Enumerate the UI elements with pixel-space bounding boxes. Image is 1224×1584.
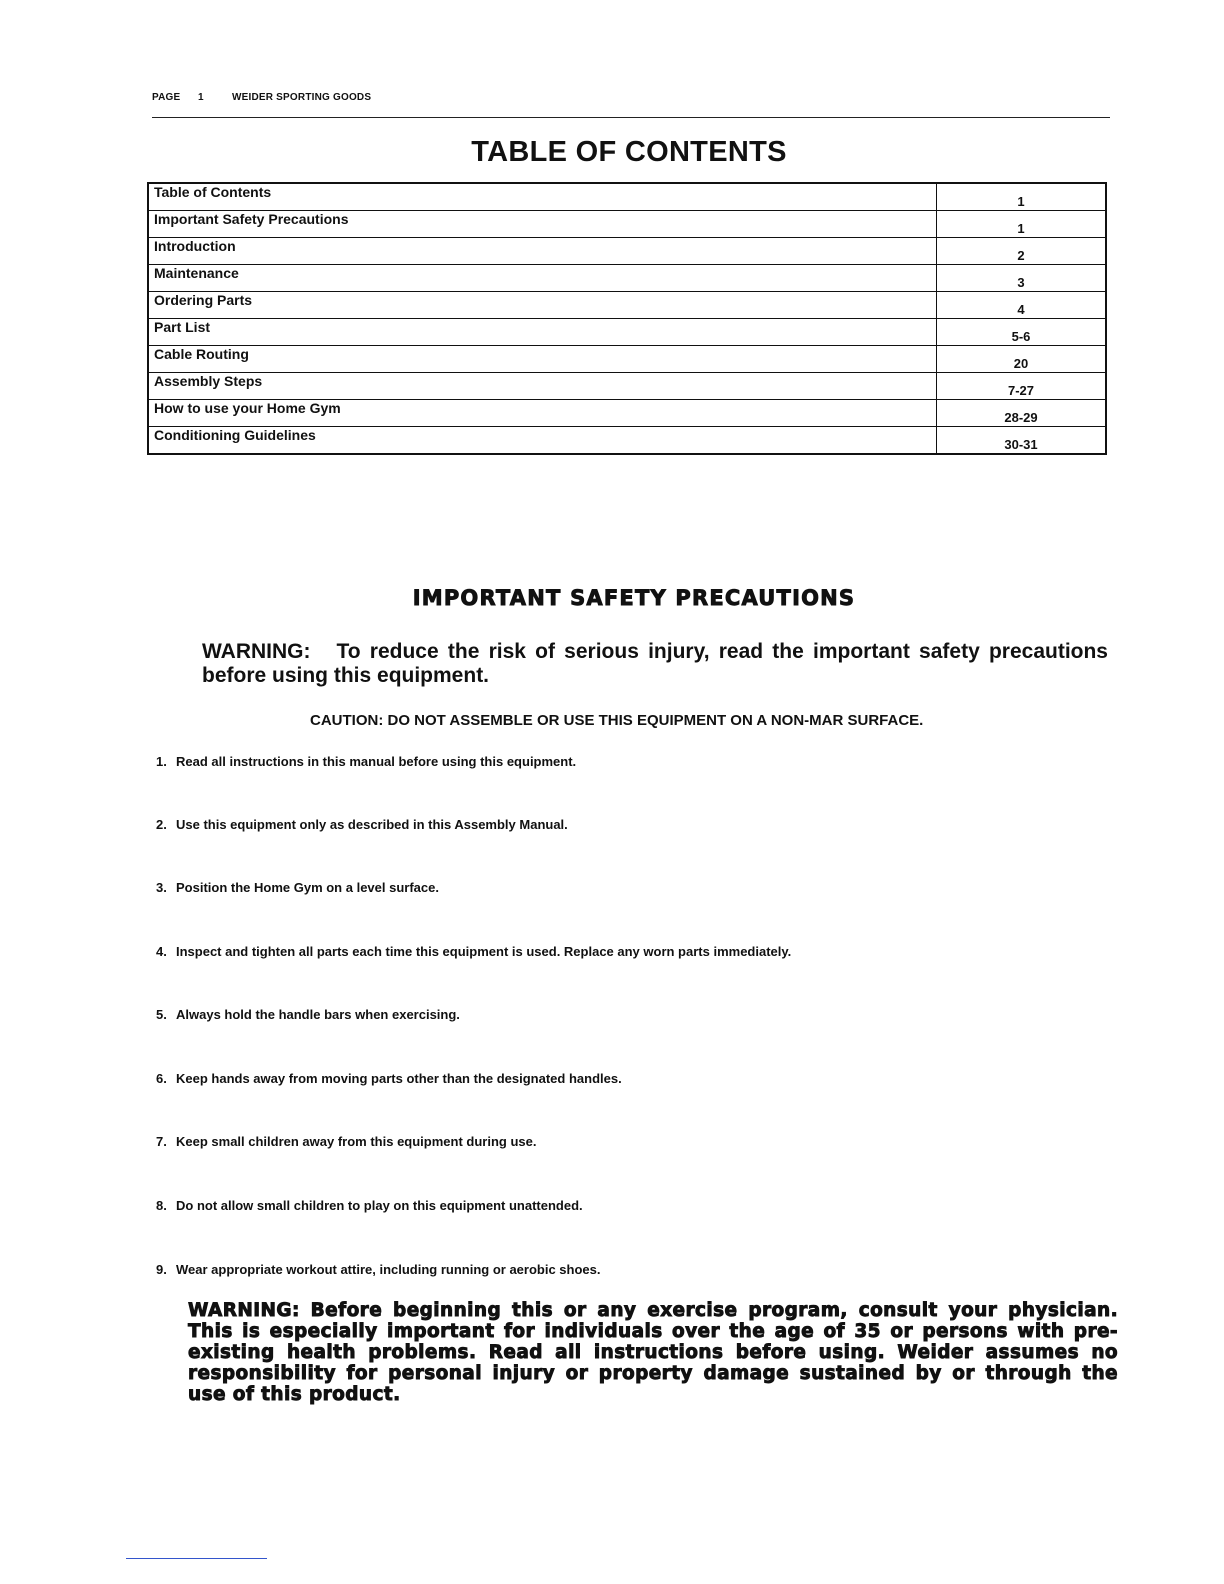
rule-number: 9. <box>156 1262 167 1277</box>
safety-rule <box>156 880 439 895</box>
rule-number: 8. <box>156 1198 167 1213</box>
rule-text: Wear appropriate workout attire, including running or aerobic shoes. <box>176 1262 601 1277</box>
rule-text: Do not allow small children to play on this equipment unattended. <box>176 1198 583 1213</box>
page-number: 1 <box>198 92 204 103</box>
toc-page: 7-27 <box>937 373 1107 400</box>
safety-rule <box>156 1007 460 1022</box>
rule-text: Use this equipment only as described in this Assembly Manual. <box>176 817 568 832</box>
rule-text: Keep hands away from moving parts other than the designated handles. <box>176 1071 622 1086</box>
rule-number: 4. <box>156 944 167 959</box>
safety-rule <box>156 944 791 959</box>
toc-page: 30-31 <box>937 427 1107 455</box>
toc-page: 4 <box>937 292 1107 319</box>
toc-row <box>148 292 1106 319</box>
page-label: PAGE <box>152 92 181 103</box>
safety-rule <box>156 1071 622 1086</box>
rule-text: Read all instructions in this manual before using this equipment. <box>176 754 577 769</box>
toc-row <box>148 400 1106 427</box>
safety-rule <box>156 754 576 769</box>
toc-label: Maintenance <box>148 265 937 292</box>
toc-label: Ordering Parts <box>148 292 937 319</box>
rule-text: Position the Home Gym on a level surface. <box>176 880 439 895</box>
safety-rule <box>156 817 568 832</box>
toc-page: 3 <box>937 265 1107 292</box>
company-name: WEIDER SPORTING GOODS <box>232 92 372 103</box>
toc-label: Conditioning Guidelines <box>148 427 937 455</box>
toc-page: 20 <box>937 346 1107 373</box>
toc-label: Assembly Steps <box>148 373 937 400</box>
warning-text: To reduce the risk of serious injury, read the important safety precautions before using this equipment. <box>202 640 1108 687</box>
footer-divider <box>126 1558 267 1559</box>
toc-row <box>148 373 1106 400</box>
safety-rule <box>156 1262 601 1277</box>
rule-text: Always hold the handle bars when exercising. <box>176 1007 460 1022</box>
toc-row <box>148 238 1106 265</box>
liability-warning: WARNING: Before beginning this or any exercise program, consult your physician. This is especially important for individuals over the age of 35 or persons with pre-existing health problems. Read all instructions before using. Weider assumes no responsibility for personal injury or property damage sustained by or through the use of this product. <box>188 1300 1118 1405</box>
rule-number: 3. <box>156 880 167 895</box>
rule-number: 5. <box>156 1007 167 1022</box>
rule-text: Inspect and tighten all parts each time this equipment is used. Replace any worn parts immediately. <box>176 944 792 959</box>
toc-row <box>148 265 1106 292</box>
toc-row <box>148 427 1106 455</box>
toc-label: Cable Routing <box>148 346 937 373</box>
rule-number: 2. <box>156 817 167 832</box>
toc-page: 2 <box>937 238 1107 265</box>
toc-label: Important Safety Precautions <box>148 211 937 238</box>
toc-row <box>148 346 1106 373</box>
rule-number: 1. <box>156 754 167 769</box>
toc-page: 28-29 <box>937 400 1107 427</box>
toc-title: TABLE OF CONTENTS <box>471 136 787 168</box>
toc-table <box>147 182 1107 455</box>
caution-text: CAUTION: DO NOT ASSEMBLE OR USE THIS EQUIPMENT ON A NON-MAR SURFACE. <box>310 712 924 729</box>
warning-label: WARNING: <box>202 640 311 663</box>
toc-label: Introduction <box>148 238 937 265</box>
toc-label: Part List <box>148 319 937 346</box>
toc-row <box>148 183 1106 211</box>
toc-row <box>148 211 1106 238</box>
toc-page: 5-6 <box>937 319 1107 346</box>
safety-rule <box>156 1134 536 1149</box>
safety-title: IMPORTANT SAFETY PRECAUTIONS <box>412 586 856 610</box>
toc-row <box>148 319 1106 346</box>
toc-label: How to use your Home Gym <box>148 400 937 427</box>
page-header <box>152 92 1110 118</box>
rule-number: 6. <box>156 1071 167 1086</box>
safety-rule <box>156 1198 583 1213</box>
warning-paragraph <box>202 640 1108 688</box>
toc-page: 1 <box>937 211 1107 238</box>
rule-number: 7. <box>156 1134 167 1149</box>
toc-label: Table of Contents <box>148 183 937 211</box>
toc-page: 1 <box>937 183 1107 211</box>
rule-text: Keep small children away from this equipment during use. <box>176 1134 537 1149</box>
